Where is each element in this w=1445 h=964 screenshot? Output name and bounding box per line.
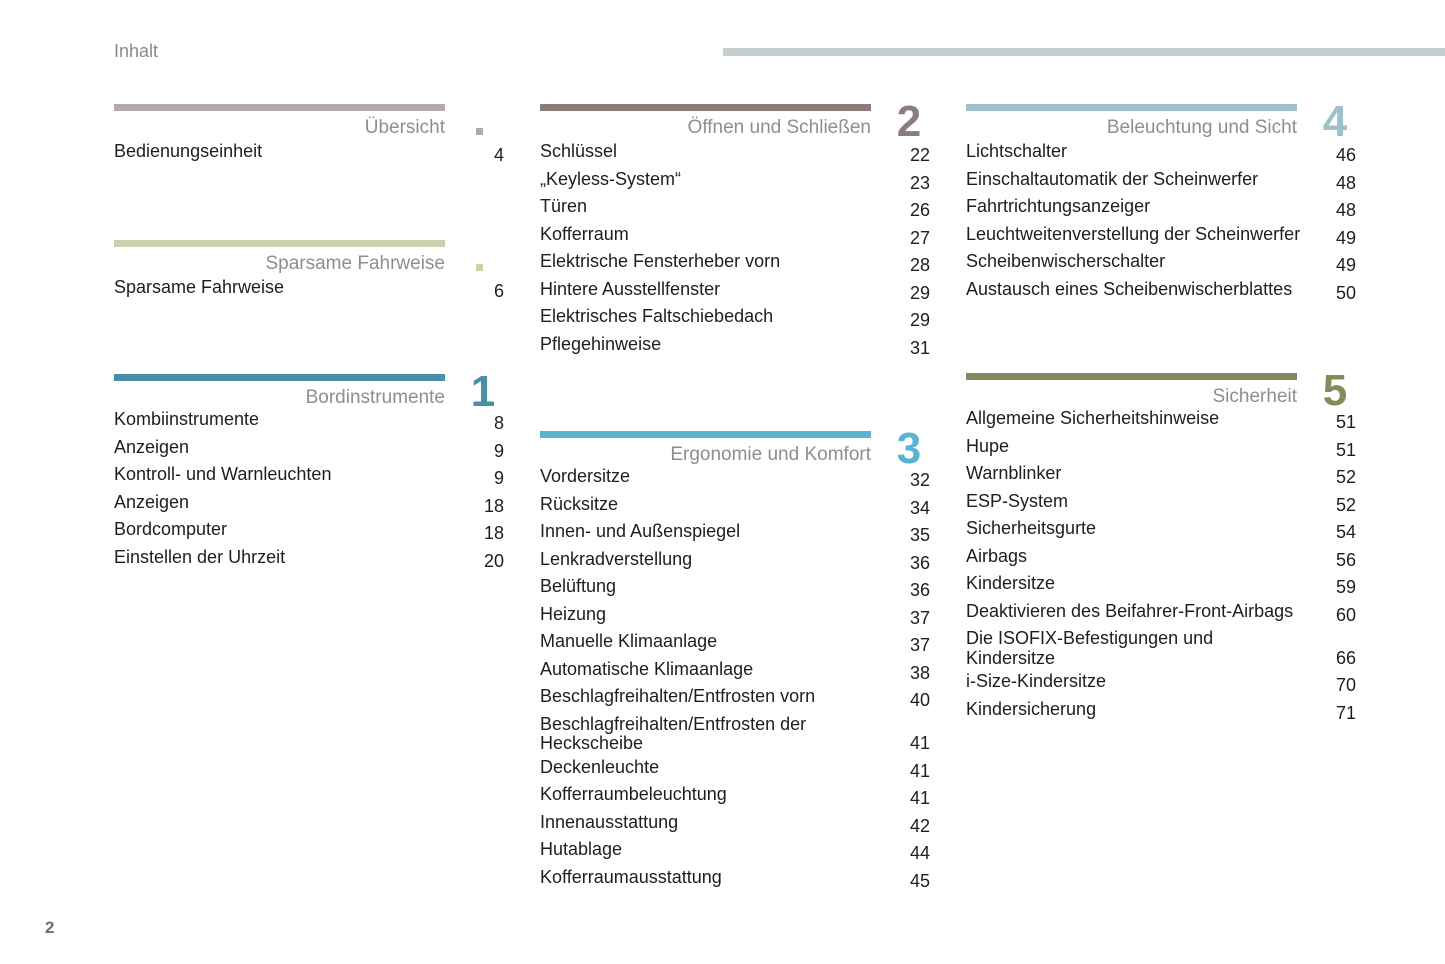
section-title: Bordinstrumente <box>305 387 445 408</box>
toc-entry-label: Kindersitze <box>966 573 1056 593</box>
section-title: Ergonomie und Komfort <box>670 444 871 465</box>
section-entries <box>540 142 930 362</box>
toc-entry <box>966 672 1356 700</box>
toc-entry <box>966 547 1356 575</box>
toc-entry <box>540 495 930 523</box>
section-title: Sicherheit <box>1212 386 1297 407</box>
toc-entry-page: 70 <box>1335 675 1356 695</box>
toc-entry-label: Beschlagfreihalten/Entfrosten vorn <box>540 686 816 706</box>
section-entries <box>114 410 504 575</box>
toc-entry <box>966 197 1356 225</box>
section-marker <box>476 264 483 271</box>
toc-entry <box>540 868 930 896</box>
toc-entry-page: 36 <box>909 552 930 573</box>
toc-entry <box>966 409 1356 437</box>
toc-entry-page: 4 <box>493 145 504 165</box>
toc-entry-page: 51 <box>1335 412 1356 432</box>
toc-entry <box>540 660 930 688</box>
toc-entry-label: Vordersitze <box>540 466 631 486</box>
toc-entry <box>114 548 504 576</box>
toc-entry-label: Kindersicherung <box>966 698 1097 719</box>
page-header-title: Inhalt <box>114 41 159 61</box>
toc-entry <box>966 574 1356 602</box>
section-entries <box>966 142 1356 307</box>
section-color-bar <box>966 104 1297 111</box>
toc-entry-label: Austausch eines Scheibenwischerblattes <box>966 278 1293 299</box>
toc-entry-label: Bedienungseinheit <box>114 141 263 161</box>
toc-entry-page: 66 <box>1335 647 1356 668</box>
toc-entry <box>540 577 930 605</box>
toc-entry <box>540 170 930 198</box>
toc-entry-label: Innenausstattung <box>540 811 679 832</box>
toc-entry <box>114 493 504 521</box>
section-entries <box>114 278 504 306</box>
toc-entry-page: 29 <box>909 310 930 330</box>
toc-entry-label: Manuelle Klimaanlage <box>540 631 718 651</box>
toc-entry <box>966 629 1356 672</box>
section-color-bar <box>114 240 445 247</box>
toc-entry <box>966 492 1356 520</box>
toc-entry <box>114 278 504 306</box>
toc-entry-page: 27 <box>909 227 930 248</box>
toc-entry <box>540 280 930 308</box>
toc-entry-page: 9 <box>493 468 504 488</box>
section-color-bar <box>114 104 445 111</box>
toc-entry-page: 36 <box>909 580 930 600</box>
toc-entry-page: 18 <box>483 523 504 543</box>
toc-entry-page: 48 <box>1335 200 1356 220</box>
toc-entry-label: Hupe <box>966 435 1010 456</box>
toc-entry-page: 60 <box>1335 604 1356 625</box>
toc-entry-page: 40 <box>909 690 930 710</box>
toc-entry-page: 49 <box>1335 227 1356 248</box>
toc-entry-page: 54 <box>1335 522 1356 542</box>
toc-entry-page: 38 <box>909 662 930 683</box>
toc-entry-label: Einstellen der Uhrzeit <box>114 546 286 567</box>
toc-entry-label: Türen <box>540 196 588 216</box>
toc-entry-label: Kofferraumausstattung <box>540 866 722 887</box>
section-color-bar <box>540 104 871 111</box>
toc-entry <box>540 840 930 868</box>
toc-entry-label: Beschlagfreihalten/Entfrosten der Heckscheibe <box>540 713 807 753</box>
toc-entry-page: 18 <box>483 495 504 516</box>
toc-entry-label: Heizung <box>540 603 607 624</box>
toc-entry <box>540 758 930 786</box>
section-number: 3 <box>896 424 922 473</box>
toc-entry-page: 51 <box>1335 439 1356 460</box>
section-marker <box>476 128 483 135</box>
toc-entry-label: Scheibenwischerschalter <box>966 251 1166 271</box>
toc-entry <box>540 632 930 660</box>
toc-entry-page: 9 <box>493 440 504 461</box>
section-title: Sparsame Fahrweise <box>265 253 445 274</box>
toc-entry <box>540 715 930 758</box>
toc-entry <box>540 225 930 253</box>
toc-entry-label: Hintere Ausstellfenster <box>540 278 721 299</box>
section-entries <box>114 142 504 170</box>
section-title: Beleuchtung und Sicht <box>1106 117 1297 138</box>
toc-entry-page: 52 <box>1335 494 1356 515</box>
toc-entry-label: Elektrisches Faltschiebedach <box>540 306 774 326</box>
toc-entry-page: 41 <box>909 733 930 753</box>
toc-entry-page: 59 <box>1335 577 1356 597</box>
section-color-bar <box>966 373 1297 380</box>
toc-entry <box>540 522 930 550</box>
toc-entry-label: Deaktivieren des Beifahrer-Front-Airbags <box>966 600 1294 621</box>
toc-entry <box>966 170 1356 198</box>
toc-entry-page: 31 <box>909 337 930 358</box>
toc-entry-page: 8 <box>493 413 504 433</box>
toc-entry-label: Pflegehinweise <box>540 333 662 354</box>
toc-entry <box>114 142 504 170</box>
toc-entry-label: Kombiinstrumente <box>114 409 260 429</box>
toc-entry-page: 50 <box>1335 282 1356 303</box>
section-color-bar <box>114 374 445 381</box>
toc-entry-label: Deckenleuchte <box>540 756 660 777</box>
header-bar <box>723 48 1445 56</box>
toc-entry <box>540 142 930 170</box>
toc-entry-label: Sicherheitsgurte <box>966 518 1097 538</box>
toc-entry-page: 37 <box>909 607 930 628</box>
section-entries <box>966 409 1356 727</box>
toc-entry-page: 22 <box>909 145 930 165</box>
section-title: Öffnen und Schließen <box>687 117 871 138</box>
toc-entry <box>540 550 930 578</box>
toc-entry-page: 34 <box>909 497 930 518</box>
toc-entry-page: 56 <box>1335 549 1356 570</box>
toc-entry-label: Anzeigen <box>114 491 190 512</box>
toc-entry-page: 42 <box>909 815 930 836</box>
toc-entry-page: 28 <box>909 255 930 275</box>
toc-entry-label: Kofferraumbeleuchtung <box>540 784 727 804</box>
toc-entry-page: 41 <box>909 788 930 808</box>
toc-entry <box>966 700 1356 728</box>
toc-entry-label: Hutablage <box>540 839 623 859</box>
toc-entry-label: Automatische Klimaanlage <box>540 658 754 679</box>
toc-entry <box>966 602 1356 630</box>
toc-entry-page: 37 <box>909 635 930 655</box>
toc-entry-label: Kontroll- und Warnleuchten <box>114 464 332 484</box>
toc-entry <box>114 520 504 548</box>
toc-entry-label: i-Size-Kindersitze <box>966 671 1107 691</box>
toc-entry-label: Anzeigen <box>114 436 190 457</box>
toc-entry-label: Rücksitze <box>540 493 619 514</box>
toc-entry <box>966 280 1356 308</box>
toc-entry-label: Kofferraum <box>540 223 629 244</box>
toc-entry <box>540 307 930 335</box>
toc-entry-page: 45 <box>909 870 930 891</box>
toc-entry <box>966 519 1356 547</box>
toc-entry-page: 32 <box>909 470 930 490</box>
toc-entry-label: Die ISOFIX-Befestigungen und Kindersitze <box>966 628 1214 668</box>
toc-entry-page: 35 <box>909 525 930 545</box>
toc-entry-page: 23 <box>909 172 930 193</box>
toc-entry-page: 44 <box>909 843 930 863</box>
toc-entry-label: Warnblinker <box>966 463 1062 483</box>
toc-entry <box>966 437 1356 465</box>
toc-entry-label: Fahrtrichtungsanzeiger <box>966 196 1151 216</box>
toc-entry-page: 46 <box>1335 145 1356 165</box>
toc-entry-label: Lenkradverstellung <box>540 548 693 569</box>
section-number: 1 <box>470 367 496 416</box>
toc-entry-page: 6 <box>493 281 504 301</box>
toc-entry <box>540 687 930 715</box>
toc-entry-page: 52 <box>1335 467 1356 487</box>
toc-entry <box>540 605 930 633</box>
toc-entry-label: Sparsame Fahrweise <box>114 277 285 297</box>
toc-entry-label: Allgemeine Sicherheitshinweise <box>966 408 1220 428</box>
toc-entry <box>540 335 930 363</box>
toc-entry <box>966 252 1356 280</box>
toc-entry-page: 48 <box>1335 172 1356 193</box>
toc-entry <box>114 465 504 493</box>
toc-entry-page: 20 <box>483 550 504 571</box>
section-color-bar <box>540 431 871 438</box>
toc-entry-label: Bordcomputer <box>114 519 228 539</box>
toc-entry <box>114 438 504 466</box>
toc-entry-label: Elektrische Fensterheber vorn <box>540 251 781 271</box>
section-number: 5 <box>1322 366 1348 415</box>
toc-entry <box>966 225 1356 253</box>
toc-entry-label: Leuchtweitenverstellung der Scheinwerfer <box>966 223 1301 244</box>
toc-entry-label: Innen- und Außenspiegel <box>540 521 741 541</box>
toc-entry-label: Belüftung <box>540 576 617 596</box>
toc-entry-page: 29 <box>909 282 930 303</box>
toc-entry <box>114 410 504 438</box>
toc-entry-page: 49 <box>1335 255 1356 275</box>
page-number: 2 <box>45 918 55 937</box>
toc-entry <box>540 467 930 495</box>
toc-entry-label: Schlüssel <box>540 141 618 161</box>
toc-entry-label: Lichtschalter <box>966 141 1068 161</box>
section-title: Übersicht <box>364 117 445 138</box>
toc-entry <box>966 464 1356 492</box>
toc-entry <box>540 197 930 225</box>
toc-entry-label: ESP-System <box>966 490 1069 511</box>
toc-entry <box>540 785 930 813</box>
section-number: 4 <box>1322 97 1348 146</box>
toc-entry-label: Einschaltautomatik der Scheinwerfer <box>966 168 1259 189</box>
section-entries <box>540 467 930 895</box>
toc-entry <box>540 813 930 841</box>
toc-entry-label: Airbags <box>966 545 1028 566</box>
toc-entry-label: „Keyless-System“ <box>540 168 682 189</box>
toc-entry-page: 71 <box>1335 702 1356 723</box>
toc-entry <box>966 142 1356 170</box>
section-number: 2 <box>896 97 922 146</box>
toc-entry-page: 41 <box>909 760 930 781</box>
toc-entry-page: 26 <box>909 200 930 220</box>
toc-entry <box>540 252 930 280</box>
